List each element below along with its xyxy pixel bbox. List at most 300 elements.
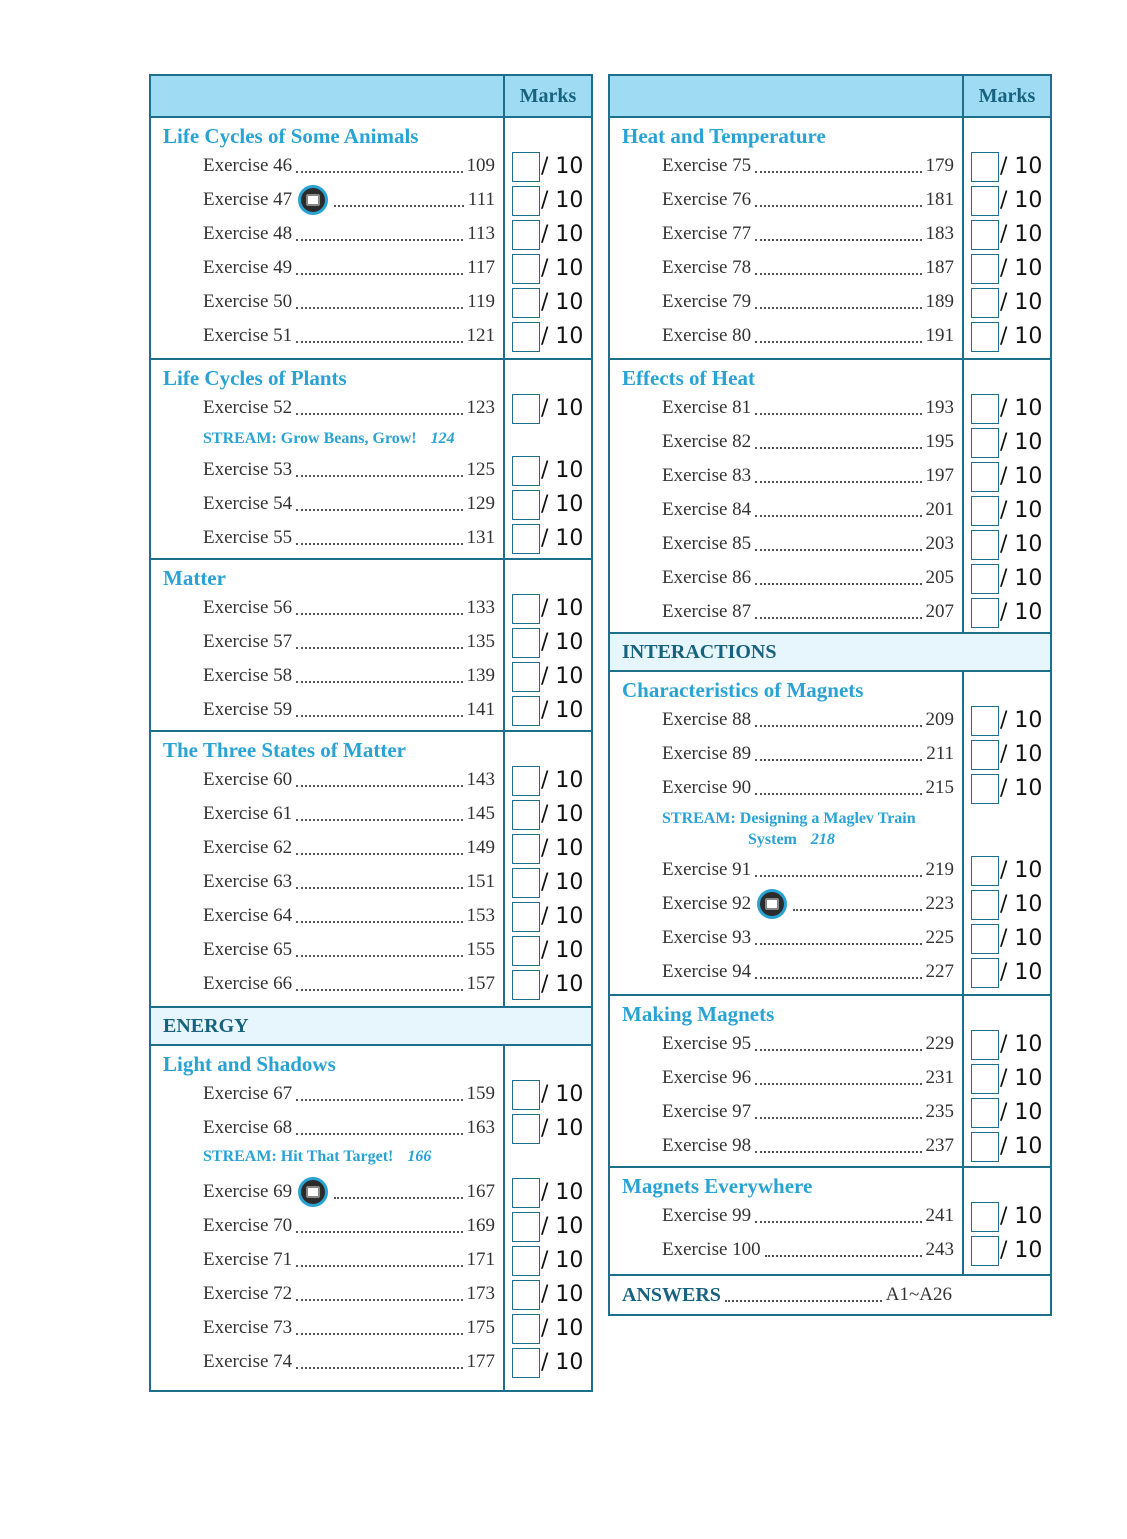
exercise-label: Exercise 99 xyxy=(662,1205,752,1226)
exercise-entry[interactable] xyxy=(662,322,954,350)
video-icon[interactable] xyxy=(298,185,328,215)
marks-input-box[interactable] xyxy=(512,1114,540,1144)
exercise-entry[interactable] xyxy=(203,800,495,828)
exercise-entry[interactable] xyxy=(203,1246,495,1274)
marks-total: / 10 xyxy=(541,458,584,483)
marks-input-box[interactable] xyxy=(971,740,999,770)
marks-input-box[interactable] xyxy=(512,1080,540,1110)
exercise-row xyxy=(610,890,1050,922)
dot-leader xyxy=(755,1116,921,1119)
page-number: 159 xyxy=(466,1083,495,1104)
exercise-entry[interactable] xyxy=(203,662,495,690)
marks-input-box[interactable] xyxy=(512,766,540,796)
exercise-label: Exercise 66 xyxy=(203,973,293,994)
exercise-row xyxy=(610,1064,1050,1096)
marks-total: / 10 xyxy=(541,698,584,723)
video-icon[interactable] xyxy=(298,1177,328,1207)
exercise-row xyxy=(151,490,591,522)
exercise-entry[interactable] xyxy=(662,1202,954,1230)
exercise-label: Exercise 85 xyxy=(662,533,752,554)
page-number: 125 xyxy=(466,459,495,480)
exercise-entry[interactable] xyxy=(203,490,495,518)
exercise-label: Exercise 60 xyxy=(203,769,293,790)
exercise-entry[interactable] xyxy=(203,1080,495,1108)
dot-leader xyxy=(296,272,463,275)
exercise-entry[interactable] xyxy=(662,706,954,734)
exercise-label: Exercise 51 xyxy=(203,325,293,346)
dot-leader xyxy=(296,714,462,717)
exercise-entry[interactable] xyxy=(662,564,954,592)
dot-leader xyxy=(755,724,921,727)
dot-leader xyxy=(296,474,462,477)
marks-input-box[interactable] xyxy=(971,530,999,560)
page-number: 119 xyxy=(467,291,495,312)
exercise-row xyxy=(610,1132,1050,1164)
exercise-row xyxy=(151,628,591,660)
dot-leader xyxy=(296,988,462,991)
marks-input-box[interactable] xyxy=(512,394,540,424)
exercise-label: Exercise 91 xyxy=(662,859,752,880)
dot-leader xyxy=(296,306,463,309)
exercise-entry[interactable] xyxy=(662,462,954,490)
marks-total: / 10 xyxy=(541,492,584,517)
exercise-entry[interactable] xyxy=(203,868,495,896)
exercise-row xyxy=(151,1348,591,1380)
exercise-entry[interactable] xyxy=(203,1114,495,1142)
exercise-row xyxy=(151,970,591,1002)
exercise-row xyxy=(610,394,1050,426)
page-number: 153 xyxy=(466,905,495,926)
marks-total: / 10 xyxy=(1000,290,1043,315)
exercise-entry[interactable] xyxy=(203,936,495,964)
dot-leader xyxy=(755,480,921,483)
marks-total: / 10 xyxy=(1000,960,1043,985)
page-number: 187 xyxy=(925,257,954,278)
exercise-label: Exercise 86 xyxy=(662,567,752,588)
marks-input-box[interactable] xyxy=(512,1178,540,1208)
page-number: 131 xyxy=(466,527,495,548)
page-number: 177 xyxy=(466,1351,495,1372)
dot-leader xyxy=(296,920,462,923)
exercise-row xyxy=(151,524,591,556)
exercise-label: Exercise 90 xyxy=(662,777,752,798)
exercise-label: Exercise 83 xyxy=(662,465,752,486)
exercise-row xyxy=(151,1246,591,1278)
marks-input-box[interactable] xyxy=(971,394,999,424)
dot-leader xyxy=(755,616,921,619)
marks-total: / 10 xyxy=(1000,532,1043,557)
marks-input-box[interactable] xyxy=(971,1030,999,1060)
marks-input-box[interactable] xyxy=(512,970,540,1000)
exercise-row xyxy=(151,936,591,968)
dot-leader xyxy=(755,272,921,275)
exercise-label: Exercise 68 xyxy=(203,1117,293,1138)
marks-input-box[interactable] xyxy=(512,152,540,182)
dot-leader xyxy=(296,238,463,241)
exercise-label: Exercise 75 xyxy=(662,155,752,176)
dot-leader xyxy=(765,1254,922,1257)
dot-leader xyxy=(755,170,921,173)
dot-leader xyxy=(296,340,462,343)
dot-leader xyxy=(755,340,921,343)
marks-total: / 10 xyxy=(541,188,584,213)
exercise-entry[interactable] xyxy=(203,834,495,862)
exercise-label: Exercise 92 xyxy=(662,893,752,914)
marks-input-box[interactable] xyxy=(971,1098,999,1128)
dot-leader xyxy=(334,204,464,207)
page-number: 139 xyxy=(466,665,495,686)
marks-total: / 10 xyxy=(1000,188,1043,213)
exercise-entry[interactable] xyxy=(662,1030,954,1058)
exercise-entry[interactable] xyxy=(203,1348,495,1376)
marks-input-box[interactable] xyxy=(512,696,540,726)
marks-input-box[interactable] xyxy=(512,1246,540,1276)
exercise-row xyxy=(610,254,1050,286)
section-matter xyxy=(151,560,591,732)
marks-input-box[interactable] xyxy=(512,524,540,554)
marks-input-box[interactable] xyxy=(971,958,999,988)
page-number: 173 xyxy=(466,1283,495,1304)
marks-total: / 10 xyxy=(541,1082,584,1107)
marks-total: / 10 xyxy=(1000,776,1043,801)
exercise-entry[interactable] xyxy=(662,254,954,282)
marks-input-box[interactable] xyxy=(971,706,999,736)
marks-input-box[interactable] xyxy=(512,220,540,250)
exercise-label: Exercise 67 xyxy=(203,1083,293,1104)
dot-leader xyxy=(296,508,462,511)
marks-total: / 10 xyxy=(541,1282,584,1307)
marks-input-box[interactable] xyxy=(971,1236,999,1266)
exercise-label: Exercise 65 xyxy=(203,939,293,960)
exercise-row xyxy=(610,220,1050,252)
marks-total: / 10 xyxy=(541,290,584,315)
exercise-label: Exercise 77 xyxy=(662,223,752,244)
exercise-entry[interactable] xyxy=(203,456,495,484)
marks-total: / 10 xyxy=(1000,742,1043,767)
marks-total: / 10 xyxy=(541,324,584,349)
exercise-row xyxy=(151,186,591,218)
marks-input-box[interactable] xyxy=(971,774,999,804)
exercise-label: Exercise 59 xyxy=(203,699,293,720)
exercise-row xyxy=(610,740,1050,772)
dot-leader xyxy=(755,1048,921,1051)
exercise-row xyxy=(610,530,1050,562)
marks-input-box[interactable] xyxy=(971,462,999,492)
marks-input-box[interactable] xyxy=(971,152,999,182)
exercise-row xyxy=(151,696,591,728)
exercise-entry[interactable] xyxy=(203,1280,495,1308)
page-number: 225 xyxy=(925,927,954,948)
section-three-states-of-matter xyxy=(151,732,591,1008)
section-life-cycles-plants xyxy=(151,360,591,560)
marks-total: / 10 xyxy=(1000,1066,1043,1091)
exercise-label: Exercise 76 xyxy=(662,189,752,210)
exercise-entry[interactable] xyxy=(662,856,954,884)
marks-total: / 10 xyxy=(541,1180,584,1205)
marks-total: / 10 xyxy=(541,256,584,281)
marks-input-box[interactable] xyxy=(512,936,540,966)
marks-input-box[interactable] xyxy=(971,322,999,352)
dot-leader xyxy=(755,942,921,945)
exercise-row xyxy=(151,766,591,798)
exercise-row xyxy=(151,1280,591,1312)
exercise-label: Exercise 71 xyxy=(203,1249,293,1270)
marks-input-box[interactable] xyxy=(512,628,540,658)
exercise-entry[interactable] xyxy=(203,254,495,282)
exercise-label: Exercise 78 xyxy=(662,257,752,278)
page-number: 231 xyxy=(925,1067,954,1088)
exercise-entry[interactable] xyxy=(203,288,495,316)
section-title: Life Cycles of Plants xyxy=(163,366,347,390)
page-number: 209 xyxy=(925,709,954,730)
exercise-entry[interactable] xyxy=(203,628,495,656)
dot-leader xyxy=(296,612,462,615)
marks-input-box[interactable] xyxy=(971,220,999,250)
page-number: 171 xyxy=(466,1249,495,1270)
exercise-entry[interactable] xyxy=(662,740,954,768)
marks-total: / 10 xyxy=(541,904,584,929)
exercise-label: Exercise 97 xyxy=(662,1101,752,1122)
stream-activity[interactable] xyxy=(662,808,916,850)
exercise-entry[interactable] xyxy=(662,958,954,986)
marks-input-box[interactable] xyxy=(971,856,999,886)
stream-label: STREAM: Hit That Target! xyxy=(203,1148,394,1165)
marks-input-box[interactable] xyxy=(512,186,540,216)
marks-input-box[interactable] xyxy=(971,288,999,318)
exercise-row xyxy=(610,1098,1050,1130)
marks-total: / 10 xyxy=(541,836,584,861)
exercise-entry[interactable] xyxy=(203,1212,495,1240)
page-number: 111 xyxy=(467,189,495,210)
exercise-row xyxy=(610,706,1050,738)
section-title: Light and Shadows xyxy=(163,1052,336,1076)
marks-total: / 10 xyxy=(541,396,584,421)
exercise-row xyxy=(610,958,1050,990)
exercise-entry[interactable] xyxy=(662,890,954,918)
marks-input-box[interactable] xyxy=(971,496,999,526)
unit-interactions xyxy=(610,634,1050,672)
marks-input-box[interactable] xyxy=(512,1212,540,1242)
marks-input-box[interactable] xyxy=(971,564,999,594)
exercise-entry[interactable] xyxy=(203,1314,495,1342)
exercise-row xyxy=(610,1202,1050,1234)
stream-page: 218 xyxy=(810,831,835,848)
exercise-entry[interactable] xyxy=(662,186,954,214)
section-title: Characteristics of Magnets xyxy=(622,678,864,702)
exercise-row xyxy=(610,152,1050,184)
exercise-row xyxy=(610,496,1050,528)
video-icon[interactable] xyxy=(757,889,787,919)
section-title: Making Magnets xyxy=(622,1002,775,1026)
exercise-entry[interactable] xyxy=(662,394,954,422)
exercise-label: Exercise 74 xyxy=(203,1351,293,1372)
exercise-label: Exercise 63 xyxy=(203,871,293,892)
marks-input-box[interactable] xyxy=(512,288,540,318)
exercise-entry[interactable] xyxy=(662,924,954,952)
marks-input-box[interactable] xyxy=(512,868,540,898)
dot-leader xyxy=(755,238,921,241)
marks-total: / 10 xyxy=(541,630,584,655)
exercise-entry[interactable] xyxy=(662,1098,954,1126)
exercise-entry[interactable] xyxy=(203,1178,495,1206)
page-number: 149 xyxy=(466,837,495,858)
page-number: 235 xyxy=(925,1101,954,1122)
exercise-entry[interactable] xyxy=(203,220,495,248)
exercise-entry[interactable] xyxy=(203,394,495,422)
exercise-label: Exercise 55 xyxy=(203,527,293,548)
marks-input-box[interactable] xyxy=(512,254,540,284)
page-number: 121 xyxy=(466,325,495,346)
dot-leader xyxy=(755,1220,921,1223)
exercise-label: Exercise 50 xyxy=(203,291,293,312)
exercise-entry[interactable] xyxy=(662,774,954,802)
exercise-entry[interactable] xyxy=(662,428,954,456)
exercise-entry[interactable] xyxy=(203,970,495,998)
dot-leader xyxy=(296,646,462,649)
marks-input-box[interactable] xyxy=(971,890,999,920)
exercise-entry[interactable] xyxy=(203,766,495,794)
marks-total: / 10 xyxy=(1000,464,1043,489)
exercise-entry[interactable] xyxy=(662,288,954,316)
answers-row[interactable] xyxy=(610,1276,1050,1314)
marks-input-box[interactable] xyxy=(512,834,540,864)
stream-label: STREAM: Grow Beans, Grow! xyxy=(203,430,417,447)
exercise-row xyxy=(151,220,591,252)
dot-leader xyxy=(755,548,921,551)
page-number: 201 xyxy=(925,499,954,520)
marks-total: / 10 xyxy=(541,802,584,827)
page-number: 143 xyxy=(466,769,495,790)
marks-total: / 10 xyxy=(541,1214,584,1239)
exercise-label: Exercise 88 xyxy=(662,709,752,730)
exercise-row xyxy=(610,1236,1050,1268)
exercise-label: Exercise 52 xyxy=(203,397,293,418)
exercise-label: Exercise 49 xyxy=(203,257,293,278)
marks-total: / 10 xyxy=(541,664,584,689)
marks-input-box[interactable] xyxy=(512,322,540,352)
dot-leader xyxy=(296,886,462,889)
marks-total: / 10 xyxy=(1000,892,1043,917)
exercise-label: Exercise 73 xyxy=(203,1317,293,1338)
section-life-cycles-animals xyxy=(151,118,591,360)
exercise-entry[interactable] xyxy=(662,152,954,180)
marks-input-box[interactable] xyxy=(512,456,540,486)
section-magnets-everywhere xyxy=(610,1168,1050,1276)
exercise-entry[interactable] xyxy=(662,598,954,626)
marks-input-box[interactable] xyxy=(512,662,540,692)
exercise-entry[interactable] xyxy=(662,1132,954,1160)
page-number: 219 xyxy=(925,859,954,880)
exercise-entry[interactable] xyxy=(203,152,495,180)
exercise-label: Exercise 61 xyxy=(203,803,293,824)
exercise-row xyxy=(151,254,591,286)
marks-total: / 10 xyxy=(541,526,584,551)
marks-input-box[interactable] xyxy=(971,186,999,216)
column-header xyxy=(610,76,1050,118)
marks-input-box[interactable] xyxy=(512,1314,540,1344)
exercise-entry[interactable] xyxy=(203,322,495,350)
page-number: 229 xyxy=(925,1033,954,1054)
marks-total: / 10 xyxy=(541,938,584,963)
marks-input-box[interactable] xyxy=(512,1280,540,1310)
marks-input-box[interactable] xyxy=(971,1202,999,1232)
marks-input-box[interactable] xyxy=(512,800,540,830)
marks-input-box[interactable] xyxy=(971,598,999,628)
exercise-entry[interactable] xyxy=(203,902,495,930)
answers-pages: A1~A26 xyxy=(885,1284,952,1305)
page-number: 241 xyxy=(925,1205,954,1226)
exercise-entry[interactable] xyxy=(203,696,495,724)
dot-leader xyxy=(296,818,462,821)
page-number: 227 xyxy=(925,961,954,982)
exercise-entry[interactable] xyxy=(662,496,954,524)
page-number: 167 xyxy=(466,1181,495,1202)
dot-leader xyxy=(296,170,462,173)
marks-input-box[interactable] xyxy=(512,490,540,520)
exercise-label: Exercise 79 xyxy=(662,291,752,312)
marks-total: / 10 xyxy=(1000,498,1043,523)
exercise-row xyxy=(151,1080,591,1112)
marks-total: / 10 xyxy=(1000,1238,1043,1263)
marks-total: / 10 xyxy=(1000,1204,1043,1229)
exercise-label: Exercise 47 xyxy=(203,189,293,210)
dot-leader xyxy=(296,852,462,855)
exercise-entry[interactable] xyxy=(203,524,495,552)
marks-total: / 10 xyxy=(1000,154,1043,179)
page-number: 117 xyxy=(467,257,495,278)
marks-total: / 10 xyxy=(1000,1032,1043,1057)
exercise-entry[interactable] xyxy=(203,594,495,622)
marks-input-box[interactable] xyxy=(971,1064,999,1094)
stream-activity[interactable] xyxy=(203,1146,431,1167)
dot-leader xyxy=(755,582,921,585)
exercise-row xyxy=(151,1114,591,1146)
exercise-entry[interactable] xyxy=(203,186,495,214)
exercise-entry[interactable] xyxy=(662,220,954,248)
dot-leader xyxy=(793,908,921,911)
dot-leader xyxy=(755,204,921,207)
exercise-label: Exercise 94 xyxy=(662,961,752,982)
exercise-entry[interactable] xyxy=(662,1236,954,1264)
marks-total: / 10 xyxy=(541,870,584,895)
stream-activity[interactable] xyxy=(203,428,455,449)
exercise-label: Exercise 64 xyxy=(203,905,293,926)
marks-input-box[interactable] xyxy=(971,924,999,954)
marks-input-box[interactable] xyxy=(512,1348,540,1378)
exercise-label: Exercise 100 xyxy=(662,1239,761,1260)
contents-column-left xyxy=(149,74,593,1392)
page-number: 163 xyxy=(466,1117,495,1138)
marks-input-box[interactable] xyxy=(512,594,540,624)
section-heat-and-temperature xyxy=(610,118,1050,360)
marks-input-box[interactable] xyxy=(512,902,540,932)
exercise-row xyxy=(151,1212,591,1244)
exercise-entry[interactable] xyxy=(662,1064,954,1092)
section-title: Effects of Heat xyxy=(622,366,755,390)
marks-total: / 10 xyxy=(541,1316,584,1341)
marks-input-box[interactable] xyxy=(971,1132,999,1162)
dot-leader xyxy=(296,1132,462,1135)
marks-input-box[interactable] xyxy=(971,254,999,284)
page-number: 207 xyxy=(925,601,954,622)
section-title: Life Cycles of Some Animals xyxy=(163,124,419,148)
exercise-row xyxy=(151,288,591,320)
exercise-entry[interactable] xyxy=(662,530,954,558)
page-number: 135 xyxy=(466,631,495,652)
marks-input-box[interactable] xyxy=(971,428,999,458)
exercise-row xyxy=(151,1314,591,1346)
exercise-label: Exercise 80 xyxy=(662,325,752,346)
